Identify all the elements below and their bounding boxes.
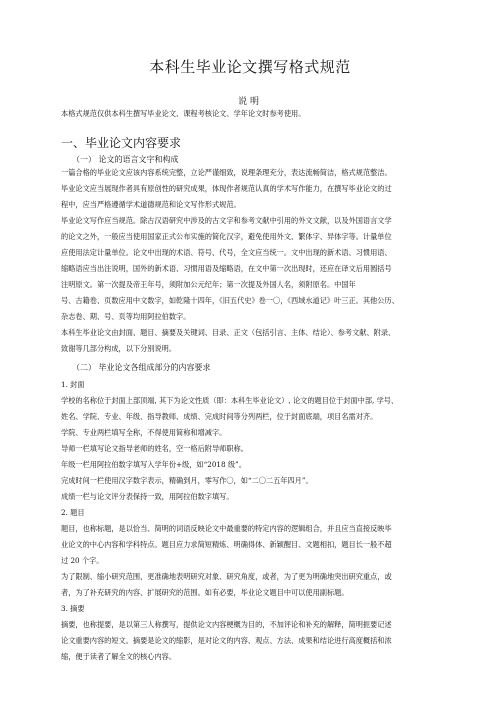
paragraph-line: 号、古籍卷、页数应用中文数字，如乾隆十四年，《旧五代史》卷一〇，《西域水道记》叶三正。其他公历、 bbox=[61, 296, 399, 305]
section-heading: 一、毕业论文内容要求 bbox=[61, 136, 182, 150]
paragraph-line: 应使用法定计量单位。论文中出现的术语、符号、代号，全文应当统一。文中出现的新术语、习惯用语、 bbox=[61, 248, 392, 257]
paragraph-line: 缩，便于读者了解全文的核心内容。 bbox=[61, 652, 177, 661]
subsection-heading: （一） 论文的语言文字和构成 bbox=[72, 155, 179, 164]
paragraph-line: 毕业论文应当展现作者具有原创性的研究成果，体现作者规范认真的学术写作能力，在撰写毕业论文的过 bbox=[61, 184, 392, 193]
paragraph-line: 导师一栏填写论文指导老师的姓名，空一格后附导师职称。 bbox=[61, 444, 248, 453]
paragraph-line: 缩略语应当出注说明，国外的新术语、习惯用语及缩略语，在文中第一次出现时，还应在译文后用圆括号 bbox=[61, 264, 392, 273]
paragraph-line: 致谢等几部分构成，以下分别说明。 bbox=[61, 344, 177, 353]
paragraph-line: 题目，也称标题，是以恰当、简明的词语反映论文中最重要的特定内容的逻辑组合，并且应当直接反映毕 bbox=[61, 524, 392, 533]
item-label: 3. 摘要 bbox=[61, 604, 85, 613]
paragraph-line: 本科生毕业论文由封面、题目、摘要及关键词、目录、正文（包括引言、主体、结论）、参考文献、附录、 bbox=[61, 328, 396, 337]
paragraph-line: 过 20 个字。 bbox=[61, 556, 104, 565]
item-label: 1. 封面 bbox=[61, 380, 85, 389]
paragraph-line: 毕业论文写作应当规范。除古汉语研究中涉及的古文字和参考文献中引用的外文文献，以及外国语言文学 bbox=[61, 216, 392, 225]
paragraph-line: 学校的名称位于封面上部顶端, 其下为论文性质（即：本科生毕业论文）, 论文的题目位于封面中部, 学号、 bbox=[61, 396, 399, 405]
note-text: 本格式规范仅供本科生撰写毕业论文、课程考核论文、学年论文时参考使用。 bbox=[61, 109, 306, 118]
paragraph-line: 业论文的中心内容和学科特点。题目应力求简短精炼、明确得体、新颖醒目、文题相扣，题目长一般不超 bbox=[61, 540, 392, 549]
paragraph-line: 成绩一栏与论文评分表保持一致，用阿拉伯数字填写。 bbox=[61, 492, 234, 501]
paragraph-line: 论文重要内容的短文。摘要是论文的缩影，是对论文的内容、观点、方法、成果和结论进行高度概括和浓 bbox=[61, 636, 392, 645]
paragraph-line: 程中，应当严格遵循学术道德规范和论文写作形式规范。 bbox=[61, 200, 241, 209]
item-label: 2. 题目 bbox=[61, 508, 85, 517]
paragraph-line: 为了限制、缩小研究范围，更准确地表明研究对象、研究角度，或者，为了更为明确地突出研究重点，或 bbox=[61, 572, 392, 581]
paragraph-line: 杂志卷、期、号、页等均用阿拉伯数字。 bbox=[61, 312, 191, 321]
paragraph-line: 摘要，也称提要，是以第三人称撰写，提供论文内容梗概为目的，不加评论和补充的解释，简明扼要记述 bbox=[61, 620, 392, 629]
paragraph-line: 完成时间一栏使用汉字数字表示，精确到月，零写作〇，如“二〇二五年四月”。 bbox=[61, 476, 313, 485]
paragraph-line: 姓名、学院、专业、年级、指导教师、成绩、完成时间等分列两栏，位于封面底端，项目名需对齐。 bbox=[61, 412, 378, 421]
paragraph-line: 者，为了补充研究的内容、扩展研究的范围。如有必要，毕业论文题目中可以使用副标题。 bbox=[61, 588, 349, 597]
paragraph-line: 年级一栏用阿拉伯数字填写入学年份+级，如“2018 级”。 bbox=[61, 460, 246, 469]
paragraph-line: 的论文之外，一般应当使用国家正式公布实施的简化汉字，避免使用外文、繁体字、异体字等。计量单位 bbox=[61, 232, 392, 241]
paragraph-line: 一篇合格的毕业论文应该内容系统完整，立论严谨细致，说理条理充分，表达流畅简洁，格式规范整洁。 bbox=[61, 168, 392, 177]
paragraph-line: 注明原文。第一次提及帝王年号，须附加公元纪年；第一次提及外国人名，须附原名。中国年 bbox=[61, 280, 356, 289]
paragraph-line: 学院、专业两栏填写全称，不得使用简称和增减字。 bbox=[61, 428, 227, 437]
subsection-heading: （二） 毕业论文各组成部分的内容要求 bbox=[72, 363, 211, 372]
document-title: 本科生毕业论文撰写格式规范 bbox=[149, 58, 351, 76]
note-heading: 说明 bbox=[237, 97, 262, 107]
